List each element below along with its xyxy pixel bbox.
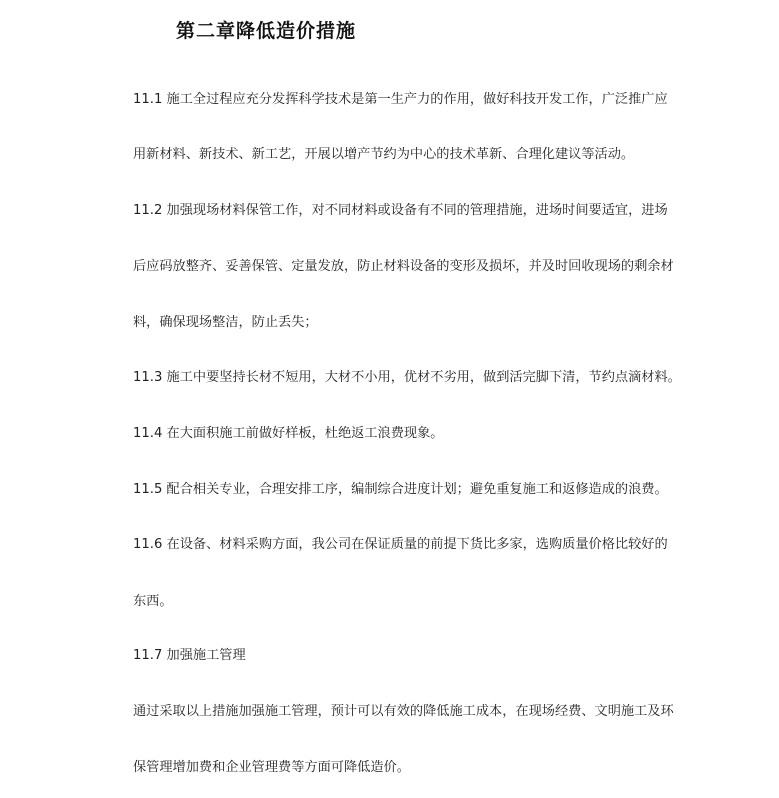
text-line-2: 用新材料、新技术、新工艺，开展以增产节约为中心的技术革新、合理化建议等活动。 [133, 147, 635, 162]
text-line-6: 11.3 施工中要坚持长材不短用，大材不小用，优材不劣用，做到活完脚下清，节约点滴材料。 [133, 370, 681, 385]
text-line-13: 保管理增加费和企业管理费等方面可降低造价。 [133, 760, 410, 775]
text-line-12: 通过采取以上措施加强施工管理，预计可以有效的降低施工成本，在现场经费、文明施工及环 [133, 704, 674, 719]
chapter-title: 第二章降低造价措施 [176, 20, 357, 42]
text-line-7: 11.4 在大面积施工前做好样板，杜绝返工浪费现象。 [133, 426, 444, 441]
text-line-5: 料，确保现场整洁，防止丢失； [133, 315, 318, 330]
text-line-3: 11.2 加强现场材料保管工作，对不同材料或设备有不同的管理措施，进场时间要适宜，进场 [133, 203, 668, 218]
text-line-8: 11.5 配合相关专业，合理安排工序，编制综合进度计划；避免重复施工和返修造成的浪费。 [133, 482, 668, 497]
text-line-1: 11.1 施工全过程应充分发挥科学技术是第一生产力的作用，做好科技开发工作，广泛推广应 [133, 92, 668, 107]
text-line-9: 11.6 在设备、材料采购方面，我公司在保证质量的前提下货比多家，选购质量价格比较好的 [133, 537, 668, 552]
text-line-10: 东西。 [133, 594, 173, 609]
text-line-11: 11.7 加强施工管理 [133, 648, 246, 663]
text-line-4: 后应码放整齐、妥善保管、定量发放，防止材料设备的变形及损坏，并及时回收现场的剩余材 [133, 259, 674, 274]
